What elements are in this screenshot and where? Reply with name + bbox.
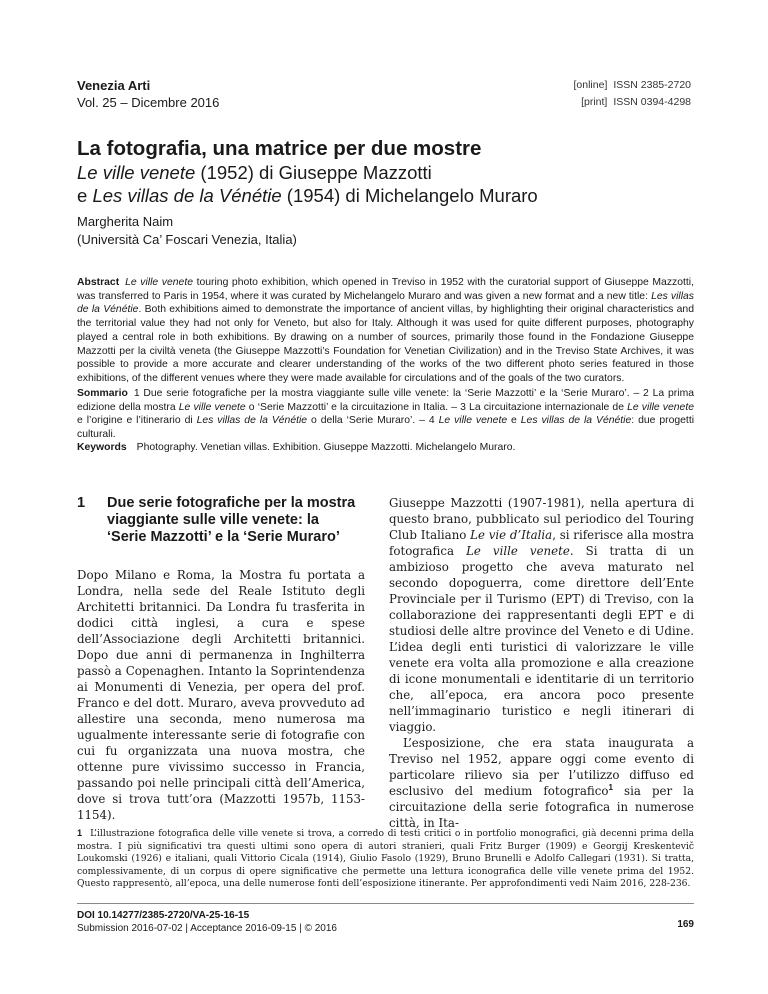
subtitle-italic-2: Les villas de la Vénétie (92, 185, 282, 206)
article-subtitle-line-1 (77, 161, 697, 184)
keywords (77, 441, 694, 455)
sommario-label: Sommario (77, 388, 128, 399)
abstract-italic-2: Les villas de la Vénétie (77, 290, 694, 316)
footnote-1 (77, 827, 694, 891)
issn-print-label: [print] (581, 96, 608, 108)
footnote-number: 1 (77, 828, 83, 838)
p1-italic-2: Le ville venete (466, 544, 570, 558)
submission-dates: Submission 2016-07-02 | Acceptance 2016-09-15 | © 2016 (77, 923, 337, 934)
footer-divider (77, 903, 694, 904)
section-number: 1 (77, 495, 86, 511)
p1-text-a: Giuseppe Mazzotti (1907-1981), nella apertura di questo brano, pubblicato sul periodico del Touring Club Italiano (389, 496, 694, 542)
sommario-text-5: e (507, 415, 521, 427)
issn-print-value: ISSN 0394-4298 (613, 96, 691, 108)
page-number: 169 (677, 919, 694, 930)
subtitle-pre-2: e (77, 185, 93, 206)
sommario-italic-5: Les villas de la Vénétie (520, 415, 632, 427)
p1-text-b: , si riferisce alla mostra fotografica (389, 528, 694, 558)
author-name: Margherita Naim (77, 214, 174, 229)
right-column (389, 495, 694, 831)
footnote-text: L’illustrazione fotografica delle ville venete si trova, a corredo di testi critici o in portfolio monografici, già decenni prima della mostra. I più significativi tra questi ultimi sono opera di autori stranieri, quali Fritz Burger (1909) e Georgij Kreskentevič Loukomski (1926) e italiani, quali Vittorio Cicala (1914), Giulio Fasolo (1929), Bruno Brunelli e Adolfo Callegari (1931). Si tratta, complessivamente, di un corpus di opere significative che permette una lettura iconografica delle ville venete prima del 1952. Questo rappresentò, all’epoca, una delle numerose fonti dell’esposizione itinerante. Per approfondimenti vedi Naim 2016, 228-236. (77, 828, 694, 890)
sommario-text-6: : due progetti culturali. (77, 415, 695, 441)
keywords-text: Photography. Venetian villas. Exhibition. Giuseppe Mazzotti. Michelangelo Muraro. (136, 442, 516, 453)
abstract-text-1: touring photo exhibition, which opened in Treviso in 1952 with the curatorial support of Giuseppe Mazzotti, was transferred to Paris in 1954, where it was curated by Michelangelo Muraro and was given a new format and a new title: (77, 277, 694, 302)
section-heading (77, 495, 365, 546)
subtitle-rest-1: (1952) di Giuseppe Mazzotti (195, 162, 432, 183)
subtitle-rest-2: (1954) di Michelangelo Muraro (281, 185, 538, 206)
footer-doi-block (77, 909, 337, 935)
sommario-text-4: o della ‘Serie Muraro’. – 4 (307, 415, 439, 427)
sommario-text-2: o ‘Serie Mazzotti’ e la circuitazione in Italia. – 3 La circuitazione internazionale de (245, 401, 628, 413)
keywords-label: Keywords (77, 442, 127, 453)
journal-name: Venezia Arti (77, 78, 151, 93)
sommario (77, 387, 694, 442)
issn-online-label: [online] (573, 79, 608, 91)
sommario-italic-2: Le ville venete (627, 401, 695, 413)
abstract-italic-1: Le ville venete (125, 277, 193, 288)
doi-link[interactable]: DOI 10.14277/2385-2720/VA-25-16-15 (77, 910, 250, 921)
p2-text-b: sia per la circuitazione della serie fotografica in numerose città, in Ita- (389, 784, 694, 830)
journal-header (77, 77, 219, 111)
issn-online-value: ISSN 2385-2720 (613, 79, 691, 91)
abstract-text-2: . Both exhibitions aimed to demonstrate the importance of ancient villas, by highlighting their original characteristics and the territorial value they had not only for Veneto, but also for Italy. Although it was used for quite different purposes, photography played a central role in both exhibitions. By drawing on a number of sources, primarily those found in the Fondazione Giuseppe Mazzotti per la civiltà veneta (the Giuseppe Mazzotti’s Foundation for Venetian Civilization) and in the Treviso State Archives, it was possible to provide a more accurate and clearer understanding of the works of the two different photo series featured in those exhibitions, of the different venues where they were made available for circulations and of the goals of the two curators. (77, 304, 694, 384)
article-title-block (77, 137, 697, 207)
issn-online (568, 77, 692, 94)
issn-block (568, 77, 692, 111)
sommario-italic-3: Les villas de la Vénétie (196, 415, 308, 427)
footnote-ref-1[interactable]: 1 (608, 783, 613, 793)
article-title: La fotografia, una matrice per due mostre (77, 137, 482, 160)
abstract-label: Abstract (77, 277, 120, 288)
author-affiliation: (Università Ca’ Foscari Venezia, Italia) (77, 232, 297, 247)
left-column (77, 495, 365, 823)
p2-text-a: L’esposizione, che era stata inaugurata a Treviso nel 1952, appare oggi come evento di particolare rilievo sia per l’utilizzo diffuso ed esclusivo del medium fotografico (389, 736, 694, 798)
block-quote: Dopo Milano e Roma, la Mostra fu portata a Londra, nella sede del Reale Istituto degli Architetti britannici. Da Londra fu trasferita in dodici città inglesi, a cura e spese dell’Associazione degli Architetti britannici. Dopo due anni di permanenza in Inghilterra passò a Copenaghen. Intanto la Soprintendenza ai Monumenti di Venezia, per opera del prof. Franco e del dott. Muraro, aveva provveduto ad allestire una seconda, meno numerosa ma ugualmente interessante serie di fotografie con cui fu organizzata una nuova mostra, che ottenne pure vivissimo successo in Francia, passando poi nelle principali città dell’America, dove si trova tutt’ora (Mazzotti 1957b, 1153-1154). (77, 568, 365, 822)
section-title: Due serie fotografiche per la mostra viaggiante sulle ville venete: la ‘Serie Mazzotti’ e la ‘Serie Muraro’ (107, 495, 356, 545)
body-paragraph-1 (389, 495, 694, 735)
body-paragraph-2 (389, 735, 694, 831)
sommario-italic-1: Le ville venete (178, 401, 246, 413)
sommario-italic-4: Le ville venete (438, 415, 508, 427)
article-subtitle-line-2 (77, 184, 697, 207)
abstract (77, 276, 694, 386)
issn-print (568, 94, 692, 111)
p1-text-c: . Si tratta di un ambizioso progetto che aveva maturato nel secondo dopoguerra, come direttore dell’Ente Provinciale per il Turismo (EPT) di Treviso, con la collaborazione dei rappresentanti degli EPT e di studiosi delle altre province del Veneto e di Udine. L’idea degli enti turistici di valorizzare le ville venete era volta alla promozione e alla creazione di icone monumentali e identitarie di un territorio che, all’epoca, era ancora poco presente nell’immaginario turistico e negli itinerari di viaggio. (389, 544, 695, 734)
journal-volume: Vol. 25 – Dicembre 2016 (77, 95, 220, 110)
author-block (77, 213, 297, 249)
p1-italic-1: Le vie d’Italia (470, 528, 553, 542)
sommario-text-1: 1 Due serie fotografiche per la mostra viaggiante sulle ville venete: la ‘Serie Mazzotti’ e la ‘Serie Muraro’. – 2 La prima edizione della mostra (77, 388, 694, 413)
subtitle-italic-1: Le ville venete (77, 162, 196, 183)
sommario-text-3: e l’origine e l’itinerario di (77, 415, 197, 427)
